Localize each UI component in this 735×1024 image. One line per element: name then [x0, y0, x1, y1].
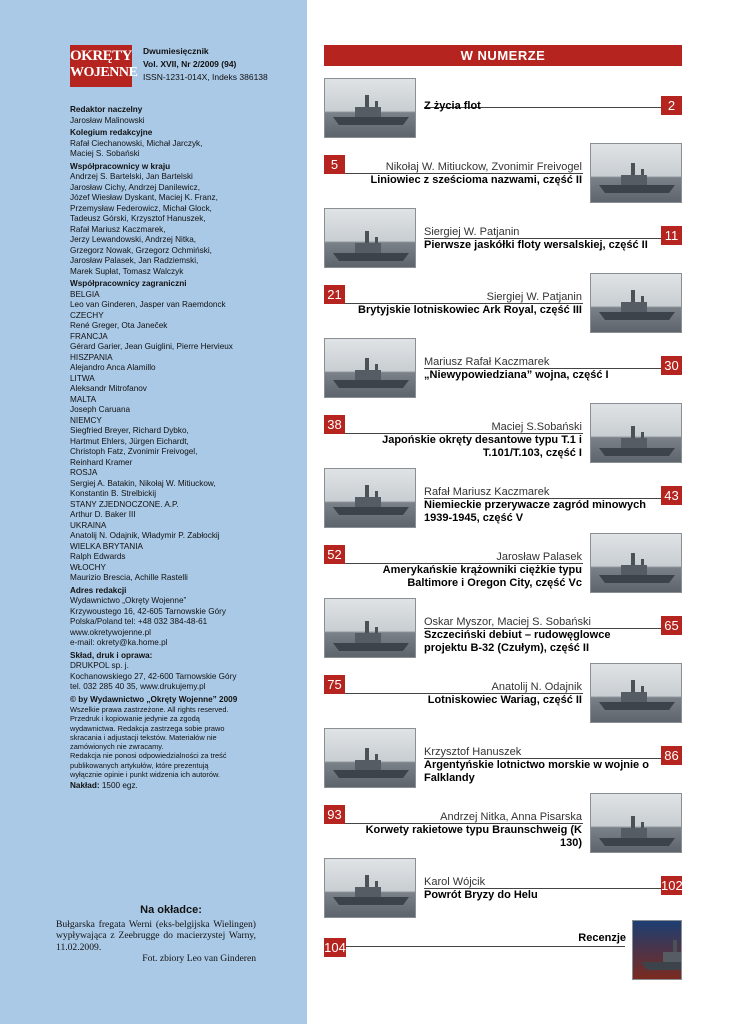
list-line: FRANCJA	[70, 331, 108, 341]
page-number[interactable]: 86	[661, 746, 682, 765]
list-line: Joseph Caruana	[70, 405, 131, 414]
list-line: skracania i adjustacji tekstów. Materiałów nie	[70, 732, 217, 742]
article-thumbnail	[324, 468, 416, 528]
list-line: Ralph Edwards	[70, 552, 126, 561]
list-line: STANY ZJEDNOCZONE. A.P.	[70, 499, 179, 509]
editorial-staff	[70, 103, 295, 792]
page-number[interactable]: 104	[324, 940, 346, 955]
list-line: WIELKA BRYTANIA	[70, 541, 143, 551]
list-line: Reinhard Kramer	[70, 457, 133, 467]
list-line: Maciej S. Sobański	[70, 149, 140, 158]
toc-entry[interactable]	[324, 143, 682, 205]
list-line: Wszelkie prawa zastrzeżone. All rights reserved.	[70, 705, 229, 714]
list-line: DRUKPOL sp. j.	[70, 661, 129, 670]
cover-credit: Fot. zbiory Leo van Ginderen	[142, 953, 256, 965]
list-line: wyłącznie opinie i punkt widzenia ich autorów.	[70, 770, 220, 780]
list-line: WŁOCHY	[70, 562, 106, 572]
list-line: Andrzej S. Bartelski, Jan Bartelski	[70, 172, 193, 181]
list-line: MALTA	[70, 394, 97, 404]
list-line: Maurizio Brescia, Achille Rastelli	[70, 573, 188, 582]
editor-heading: Redaktor naczelny	[70, 105, 143, 114]
article-title[interactable]: Brytyjskie lotniskowiec Ark Royal, część III	[358, 304, 582, 316]
list-line: Siegfried Breyer, Richard Dybko,	[70, 426, 189, 435]
editor-name: Jarosław Malinowski	[70, 115, 145, 125]
publication-volume: Vol. XVII, Nr 2/2009 (94)	[143, 59, 237, 69]
list-line: www.okretywojenne.pl	[70, 627, 152, 637]
article-thumbnail	[324, 338, 416, 398]
page-number[interactable]: 65	[661, 616, 682, 635]
article-title[interactable]: Z życia flot	[424, 100, 481, 112]
domestic-heading: Współpracownicy w kraju	[70, 161, 171, 171]
address-heading: Adres redakcji	[70, 585, 127, 595]
list-line: ROSJA	[70, 468, 98, 477]
logo-line-2: WOJENNE	[70, 65, 138, 80]
article-thumbnail	[590, 273, 682, 333]
circulation-label: Nakład:	[70, 781, 100, 791]
article-title[interactable]: Pierwsze jaskółki floty wersalskiej, część II	[424, 239, 648, 251]
article-author: Anatolij N. Odajnik	[491, 681, 582, 693]
list-line: publikowanych artykułów, które prezentują	[70, 760, 209, 770]
list-line: Jerzy Lewandowski, Andrzej Nitka,	[70, 235, 197, 244]
article-thumbnail	[590, 663, 682, 723]
article-thumbnail	[324, 78, 416, 138]
toc-entry[interactable]	[324, 338, 682, 400]
article-thumbnail	[324, 728, 416, 788]
article-author: Maciej S.Sobański	[491, 421, 582, 433]
masthead-sidebar	[0, 0, 307, 1024]
foreign-list	[70, 290, 295, 584]
list-line: Arthur D. Baker III	[70, 510, 136, 519]
article-author: Jarosław Palasek	[496, 551, 582, 563]
list-line: Jarosław Palasek, Jan Radziemski,	[70, 256, 199, 265]
list-line: Christoph Fatz, Zvonimir Freivogel,	[70, 447, 198, 456]
publication-info	[143, 45, 268, 84]
list-line: wydawnictwa. Redakcja zastrzega sobie prawo	[70, 723, 225, 733]
article-author: Karol Wójcik	[424, 876, 486, 888]
toc-entry[interactable]	[324, 208, 682, 270]
list-line: e-mail: okrety@ka.home.pl	[70, 638, 168, 647]
list-line: Aleksandr Mitrofanov	[70, 384, 147, 393]
toc-entry[interactable]	[324, 273, 682, 335]
list-line: Leo van Ginderen, Jasper van Raemdonck	[70, 300, 226, 309]
list-line: Gérard Garier, Jean Guiglini, Pierre Hervieux	[70, 342, 233, 351]
publication-issn: ISSN-1231-014X, Indeks 386138	[143, 72, 268, 82]
list-line: Hartmut Ehlers, Jürgen Eichardt,	[70, 436, 189, 446]
magazine-logo[interactable]	[70, 45, 138, 87]
article-author: Nikołaj W. Mitiuckow, Zvonimir Freivogel	[385, 161, 582, 173]
article-title[interactable]: Szczeciński debiut – rudowęglowce projektu B-32 (Czułym), część II	[424, 629, 611, 654]
article-title[interactable]: Lotniskowiec Wariag, część II	[427, 694, 582, 706]
page-number[interactable]: 5	[324, 155, 345, 174]
article-author: Mariusz Rafał Kaczmarek	[424, 356, 550, 368]
list-line: Przedruk i kopiowanie jedynie za zgodą	[70, 714, 200, 724]
article-thumbnail	[590, 403, 682, 463]
toc-entry[interactable]	[324, 468, 682, 530]
article-thumbnail	[590, 533, 682, 593]
list-line: Rafał Mariusz Kaczmarek,	[70, 224, 166, 234]
copyright-list	[70, 705, 295, 779]
list-line: Alejandro Anca Alamillo	[70, 363, 156, 372]
list-line: Jarosław Cichy, Andrzej Danilewicz,	[70, 182, 200, 192]
leader-rule	[345, 946, 625, 947]
list-line: CZECHY	[70, 310, 104, 320]
list-line: Wydawnictwo „Okręty Wojenne”	[70, 596, 187, 605]
article-title[interactable]: Liniowiec z sześcioma nazwami, część II	[370, 174, 582, 186]
board-heading: Kolegium redakcyjne	[70, 128, 153, 137]
article-author: Siergiej W. Patjanin	[486, 291, 582, 303]
page-number[interactable]: 52	[324, 545, 345, 564]
list-line: Polska/Poland tel: +48 032 384-48-61	[70, 617, 208, 626]
list-line: Marek Supłat, Tomasz Walczyk	[70, 266, 184, 276]
list-line: NIEMCY	[70, 415, 102, 425]
article-thumbnail	[632, 920, 682, 980]
cover-caption	[56, 905, 256, 965]
publication-type: Dwumiesięcznik	[143, 46, 209, 56]
page-number[interactable]: 43	[661, 486, 682, 505]
toc-entry[interactable]	[324, 78, 682, 140]
toc-entry[interactable]	[324, 663, 682, 725]
list-line: HISZPANIA	[70, 352, 113, 362]
board-list	[70, 139, 295, 160]
page-number[interactable]: 75	[324, 675, 345, 694]
page-number[interactable]: 93	[324, 805, 345, 824]
circulation-value: 1500 egz.	[101, 781, 138, 791]
article-title[interactable]: Japońskie okręty desantowe typu T.1 i T.101/T.103, część I	[382, 434, 582, 459]
article-author: Andrzej Nitka, Anna Pisarska	[440, 811, 582, 823]
article-title[interactable]: Argentyńskie lotnictwo morskie w wojnie o Falklandy	[424, 759, 649, 784]
article-title[interactable]: Recenzje	[578, 932, 626, 944]
copyright-heading: © by Wydawnictwo „Okręty Wojenne” 2009	[70, 694, 238, 704]
article-thumbnail	[324, 598, 416, 658]
list-line: BELGIA	[70, 289, 100, 299]
list-line: René Greger, Ota Janeček	[70, 321, 168, 330]
list-line: Redakcja nie ponosi odpowiedzialności za treść	[70, 751, 227, 761]
address-list	[70, 596, 295, 649]
list-line: Sergiej A. Batakin, Nikołaj W. Mitiuckow,	[70, 478, 216, 488]
list-line: Rafał Ciechanowski, Michał Jarczyk,	[70, 138, 203, 148]
toc-entry[interactable]	[324, 598, 682, 660]
toc-banner: W NUMERZE	[324, 45, 682, 66]
toc-entry[interactable]	[324, 728, 682, 790]
cover-text: Bułgarska fregata Werni (eks-belgijska Wielingen) wypływająca z Zeebrugge do macierzystej Warny, 11.02.2009.	[56, 918, 256, 953]
foreign-heading: Współpracownicy zagraniczni	[70, 279, 187, 288]
page-number[interactable]: 102	[661, 878, 683, 893]
toc-entry[interactable]	[324, 533, 682, 595]
toc-entry[interactable]	[324, 920, 682, 982]
list-line: zamówionych nie zwracamy.	[70, 742, 164, 752]
circulation	[70, 781, 295, 792]
list-line: UKRAINA	[70, 520, 107, 530]
article-author: Krzysztof Hanuszek	[424, 746, 522, 758]
list-line: Kochanowskiego 27, 42-600 Tarnowskie Góry	[70, 671, 237, 681]
article-thumbnail	[324, 208, 416, 268]
page-number[interactable]: 38	[324, 415, 345, 434]
article-author: Rafał Mariusz Kaczmarek	[424, 486, 550, 498]
page-number[interactable]: 2	[661, 96, 682, 115]
list-line: Krzywoustego 16, 42-605 Tarnowskie Góry	[70, 606, 226, 616]
article-title[interactable]: Amerykańskie krążowniki ciężkie typu Baltimore i Oregon City, część Vc	[382, 564, 582, 589]
article-title[interactable]: Powrót Bryzy do Helu	[424, 889, 538, 901]
toc-entry[interactable]	[324, 793, 682, 855]
list-line: tel. 032 285 40 35, www.drukujemy.pl	[70, 682, 206, 691]
print-heading: Skład, druk i oprawa:	[70, 650, 153, 660]
page-number[interactable]: 30	[661, 356, 682, 375]
toc-entry[interactable]	[324, 858, 682, 920]
list-line: Grzegorz Nowak, Grzegorz Ochmiński,	[70, 245, 212, 255]
article-author: Oskar Myszor, Maciej S. Sobański	[424, 616, 591, 628]
domestic-list	[70, 172, 295, 277]
article-thumbnail	[590, 143, 682, 203]
list-line: LITWA	[70, 373, 95, 383]
list-line: Tadeusz Górski, Krzysztof Hanuszek,	[70, 214, 206, 223]
logo-line-1: OKRĘTY	[70, 48, 133, 64]
list-line: Konstantin B. Strelbickij	[70, 489, 157, 498]
toc-entry[interactable]	[324, 403, 682, 465]
article-title[interactable]: Korwety rakietowe typu Braunschweig (K 130)	[365, 824, 582, 849]
article-title[interactable]: Niemieckie przerywacze zagród minowych 1939-1945, część V	[424, 499, 646, 524]
list-line: Anatolij N. Odajnik, Władymir P. Zabłockij	[70, 531, 220, 540]
article-thumbnail	[324, 858, 416, 918]
page-number[interactable]: 21	[324, 285, 345, 304]
article-title[interactable]: „Niewypowiedziana” wojna, część I	[424, 369, 609, 381]
article-thumbnail	[590, 793, 682, 853]
print-list	[70, 661, 295, 693]
page-number[interactable]: 11	[661, 226, 682, 245]
cover-heading: Na okładce:	[140, 904, 202, 916]
article-author: Siergiej W. Patjanin	[424, 226, 520, 238]
list-line: Przemysław Federowicz, Michał Glock,	[70, 203, 212, 213]
list-line: Józef Wiesław Dyskant, Maciej K. Franz,	[70, 193, 218, 202]
